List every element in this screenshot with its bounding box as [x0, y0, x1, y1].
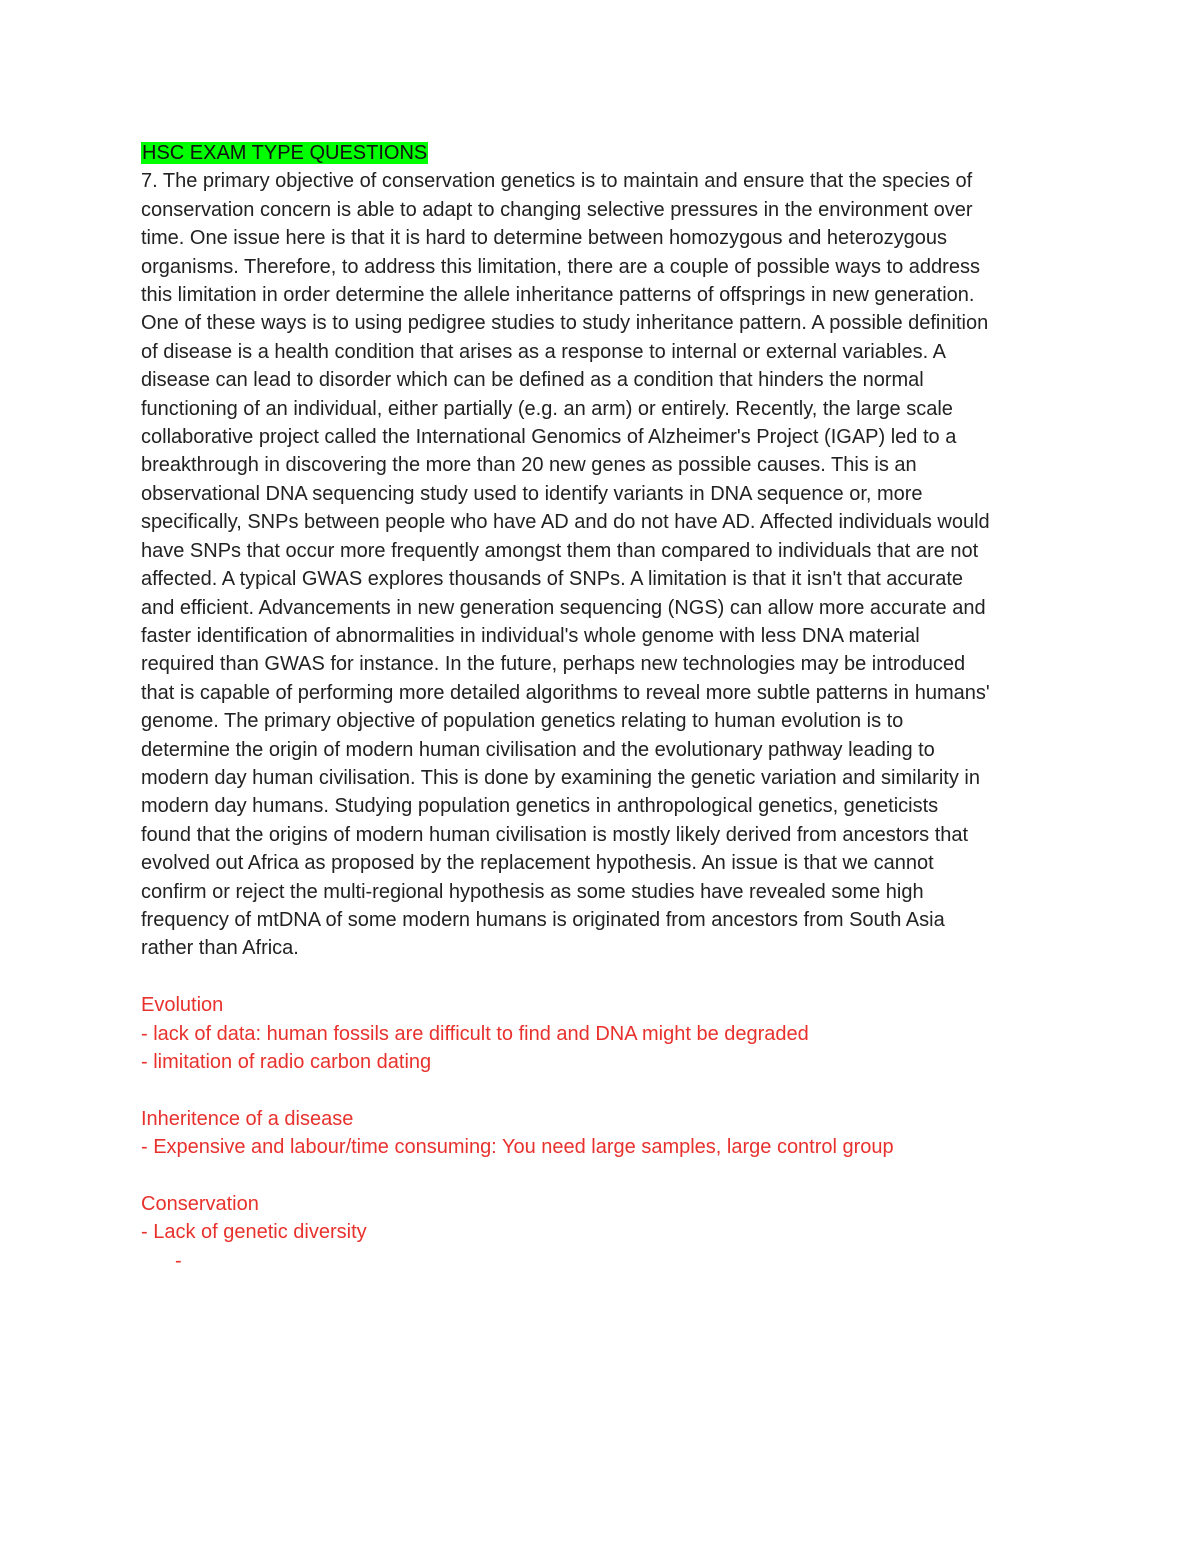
answer-line: required than GWAS for instance. In the future, perhaps new technologies may be introduced	[141, 653, 966, 676]
answer-line: faster identification of abnormalities in individual's whole genome with less DNA material	[141, 624, 920, 647]
inheritence-notes	[141, 1105, 1066, 1162]
answer-line: found that the origins of modern human civilisation is mostly likely derived from ancestors that	[141, 823, 969, 846]
evolution-title: Evolution	[141, 994, 224, 1017]
answer-line: of disease is a health condition that arises as a response to internal or external variables. A	[141, 340, 946, 363]
answer-line: modern day humans. Studying population genetics in anthropological genetics, geneticists	[141, 795, 939, 818]
spacer	[141, 1076, 1066, 1104]
answer-line: and efficient. Advancements in new generation sequencing (NGS) can allow more accurate and	[141, 596, 986, 619]
spacer	[141, 963, 1066, 991]
evolution-item: - lack of data: human fossils are difficult to find and DNA might be degraded	[141, 1022, 809, 1045]
answer-line: evolved out Africa as proposed by the replacement hypothesis. An issue is that we cannot	[141, 852, 934, 875]
answer-line: observational DNA sequencing study used to identify variants in DNA sequence or, more	[141, 482, 923, 505]
document-body	[141, 139, 1066, 1275]
answer-line: breakthrough in discovering the more than 20 new genes as possible causes. This is an	[141, 454, 917, 477]
answer-line: time. One issue here is that it is hard to determine between homozygous and heterozygous	[141, 227, 948, 250]
conservation-title: Conservation	[141, 1192, 259, 1215]
answer-line: 7. The primary objective of conservation genetics is to maintain and ensure that the species of	[141, 170, 973, 193]
inheritence-title: Inheritence of a disease	[141, 1107, 354, 1130]
inheritence-item: - Expensive and labour/time consuming: You need large samples, large control group	[141, 1136, 894, 1159]
answer-line: confirm or reject the multi-regional hypothesis as some studies have revealed some high	[141, 880, 924, 903]
notes-section	[141, 991, 1066, 1275]
spacer	[141, 1162, 1066, 1190]
answer-line: frequency of mtDNA of some modern humans is originated from ancestors from South Asia	[141, 908, 945, 931]
answer-line: functioning of an individual, either partially (e.g. an arm) or entirely. Recently, the large scale	[141, 397, 953, 420]
answer-line: disease can lead to disorder which can be defined as a condition that hinders the normal	[141, 369, 924, 392]
answer-line: rather than Africa.	[141, 937, 299, 960]
answer-line: modern day human civilisation. This is done by examining the genetic variation and similarity in	[141, 766, 980, 789]
answer-line: have SNPs that occur more frequently amongst them than compared to individuals that are not	[141, 539, 979, 562]
answer-line: this limitation in order determine the allele inheritance patterns of offsprings in new generation.	[141, 284, 975, 307]
exam-questions-heading: HSC EXAM TYPE QUESTIONS	[142, 142, 428, 164]
answer-line: specifically, SNPs between people who have AD and do not have AD. Affected individuals would	[141, 511, 990, 534]
answer-line: that is capable of performing more detailed algorithms to reveal more subtle patterns in humans'	[141, 681, 990, 704]
answer-line: determine the origin of modern human civilisation and the evolutionary pathway leading to	[141, 738, 935, 761]
conservation-item: - Lack of genetic diversity	[141, 1221, 367, 1244]
empty-bullet: -	[175, 1249, 182, 1272]
answer-line: collaborative project called the International Genomics of Alzheimer's Project (IGAP) led to a	[141, 426, 957, 449]
answer-line: genome. The primary objective of population genetics relating to human evolution is to	[141, 710, 904, 733]
evolution-notes	[141, 991, 1066, 1076]
conservation-notes	[141, 1190, 1066, 1275]
answer-line: affected. A typical GWAS explores thousands of SNPs. A limitation is that it isn't that accurate	[141, 568, 964, 591]
answer-line: One of these ways is to using pedigree studies to study inheritance pattern. A possible definition	[141, 312, 989, 335]
evolution-item: - limitation of radio carbon dating	[141, 1050, 432, 1073]
answer-line: conservation concern is able to adapt to changing selective pressures in the environment over	[141, 198, 973, 221]
answer-line: organisms. Therefore, to address this limitation, there are a couple of possible ways to address	[141, 255, 980, 278]
answer-paragraph	[141, 167, 1066, 962]
heading-line	[141, 139, 1066, 167]
